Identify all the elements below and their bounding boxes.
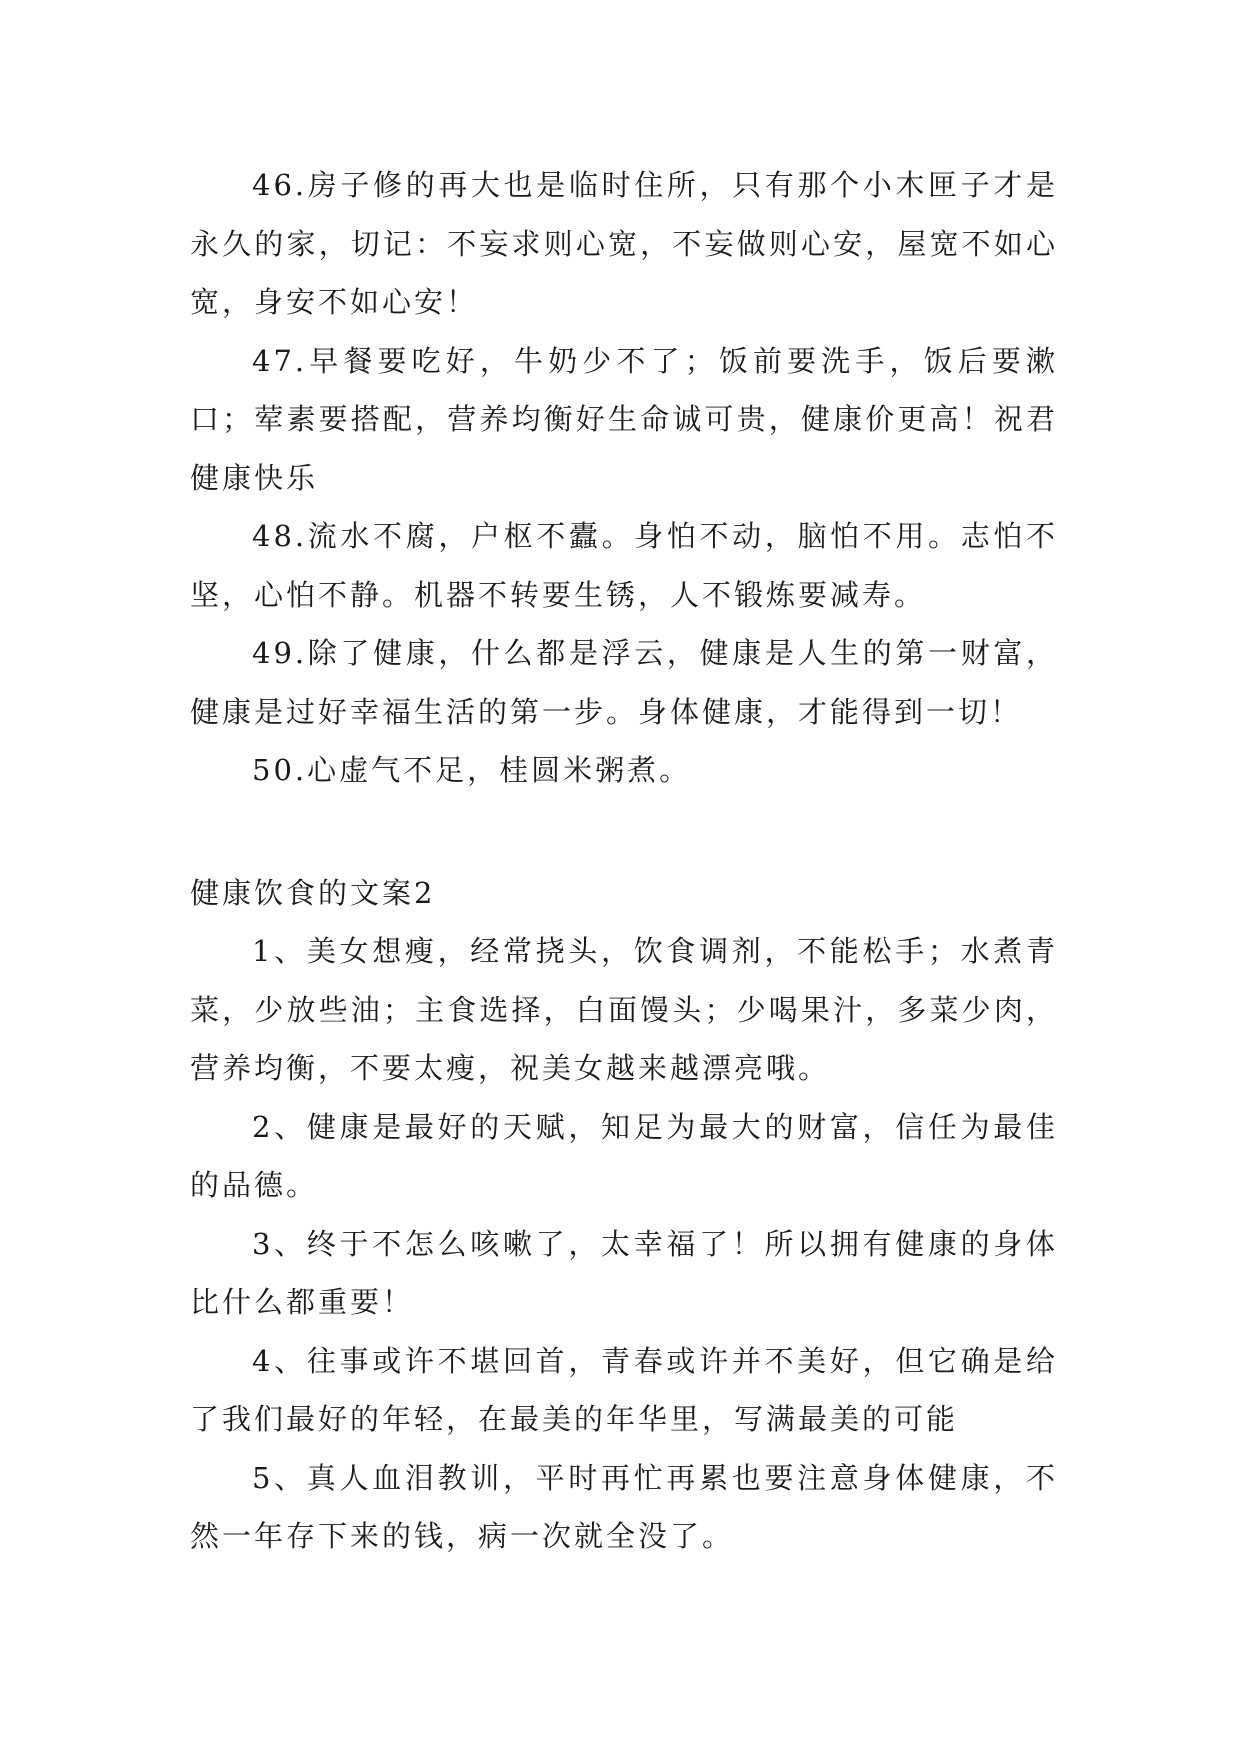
paragraph-50: 50.心虚气不足，桂圆米粥煮。	[252, 753, 692, 787]
paragraph-47: 47.早餐要吃好，牛奶少不了；饭前要洗手，饭后要漱口；荤素要搭配，营养均衡好生命诚可贵，健康价更高！祝君健康快乐	[190, 343, 1058, 495]
paragraph-1: 1、美女想瘦，经常挠头，饮食调剂，不能松手；水煮青菜，少放些油；主食选择，白面馒头；少喝果汁，多菜少肉，营养均衡，不要太瘦，祝美女越来越漂亮哦。	[190, 934, 1058, 1085]
paragraph-3: 3、终于不怎么咳嗽了，太幸福了！所以拥有健康的身体比什么都重要！	[190, 1226, 1058, 1319]
paragraph-46: 46.房子修的再大也是临时住所，只有那个小木匣子才是永久的家，切记：不妄求则心宽，不妄做则心安，屋宽不如心宽，身安不如心安！	[190, 168, 1058, 319]
document-page	[190, 156, 1058, 1566]
section-gap	[190, 800, 1058, 864]
paragraph-49: 49.除了健康，什么都是浮云，健康是人生的第一财富，健康是过好幸福生活的第一步。身体健康，才能得到一切！	[190, 636, 1058, 729]
section-heading: 健康饮食的文案2	[190, 875, 436, 910]
paragraph-5: 5、真人血泪教训，平时再忙再累也要注意身体健康，不然一年存下来的钱，病一次就全没了。	[190, 1460, 1058, 1553]
paragraph-2: 2、健康是最好的天赋，知足为最大的财富，信任为最佳的品德。	[190, 1109, 1058, 1202]
paragraph-48: 48.流水不腐，户枢不蠹。身怕不动，脑怕不用。志怕不坚，心怕不静。机器不转要生锈，人不锻炼要减寿。	[190, 519, 1058, 612]
paragraph-4: 4、往事或许不堪回首，青春或许并不美好，但它确是给了我们最好的年轻，在最美的年华里，写满最美的可能	[190, 1343, 1058, 1436]
